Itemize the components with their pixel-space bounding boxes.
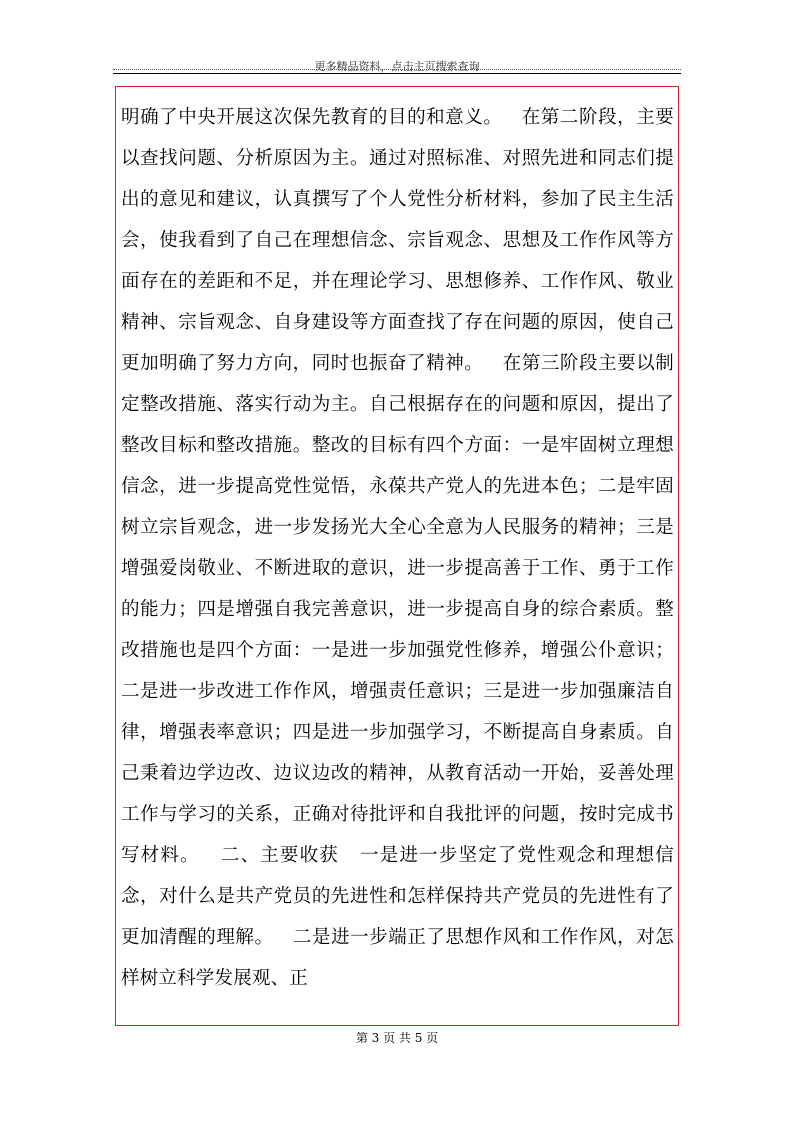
page-number: 第 3 页 共 5 页 bbox=[355, 1031, 439, 1045]
header-rule bbox=[113, 73, 681, 74]
body-paragraph: 明确了中央开展这次保先教育的目的和意义。 在第二阶段，主要以查找问题、分析原因为主。通过对照标准、对照先进和同志们提出的意见和建议，认真撰写了个人党性分析材料，参加了民主生活会，使我看到了自己在理想信念、宗旨观念、思想及工作作风等方面存在的差距和不足，并在理论学习、思想修养、工作作风、敬业精神、宗旨观念、自身建设等方面查找了存在问题的原因，使自己更加明确了努力方向，同时也振奋了精神。 在第三阶段主要以制定整改措施、落实行动为主。自己根据存在的问题和原因，提出了整改目标和整改措施。整改的目标有四个方面：一是牢固树立理想信念，进一步提高党性觉悟，永葆共产党人的先进本色；二是牢固树立宗旨观念，进一步发扬光大全心全意为人民服务的精神；三是增强爱岗敬业、不断进取的意识，进一步提高善于工作、勇于工作的能力；四是增强自我完善意识，进一步提高自身的综合素质。整改措施也是四个方面：一是进一步加强党性修养，增强公仆意识；二是进一步改进工作作风，增强责任意识；三是进一步加强廉洁自律，增强表率意识；四是进一步加强学习，不断提高自身素质。自己秉着边学边改、边议边改的精神，从教育活动一开始，妥善处理工作与学习的关系，正确对待批评和自我批评的问题，按时完成书写材料。 二、主要收获 一是进一步坚定了党性观念和理想信念，对什么是共产党员的先进性和怎样保持共产党员的先进性有了更加清醒的理解。 二是进一步端正了思想作风和工作作风，对怎样树立科学发展观、正 bbox=[121, 107, 674, 989]
page-header: 更多精品资料，点击主页搜索查询 bbox=[314, 60, 480, 73]
header-dotted-rule bbox=[113, 69, 681, 70]
